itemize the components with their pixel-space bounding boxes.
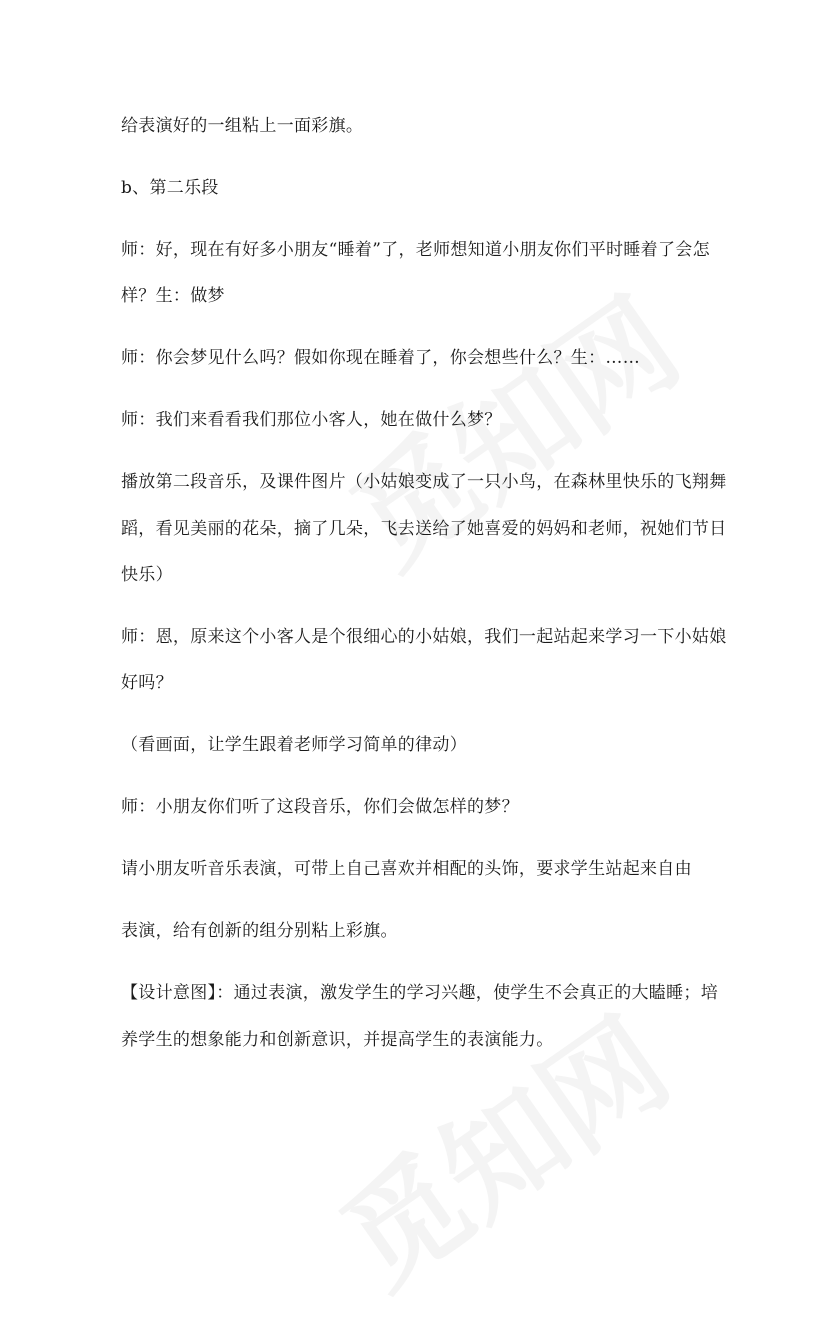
paragraph-line: 表演，给有创新的组分别粘上彩旗。	[121, 921, 398, 941]
paragraph-line: （看画面，让学生跟着老师学习简单的律动）	[121, 735, 467, 755]
paragraph-line: 养学生的想象能力和创新意识，并提高学生的表演能力。	[121, 1030, 554, 1050]
paragraph-line: 快乐）	[121, 565, 173, 585]
paragraph-line: 请小朋友听音乐表演，可带上自己喜欢并相配的头饰，要求学生站起来自由	[121, 859, 692, 879]
paragraph-line: 蹈，看见美丽的花朵，摘了几朵，飞去送给了她喜爱的妈妈和老师，祝她们节日	[121, 519, 727, 539]
watermark	[303, 972, 697, 1319]
paragraph-line: 师：恩，原来这个小客人是个很细心的小姑娘，我们一起站起来学习一下小姑娘	[121, 627, 727, 647]
paragraph-line: 师：你会梦见什么吗？假如你现在睡着了，你会想些什么？生：……	[121, 348, 640, 368]
paragraph-line: 好吗？	[121, 673, 173, 693]
section-heading: b、第二乐段	[121, 178, 219, 198]
paragraph-line: 播放第二段音乐，及课件图片（小姑娘变成了一只小鸟，在森林里快乐的飞翔舞	[121, 472, 727, 492]
paragraph-line: 师：好，现在有好多小朋友“睡着”了，老师想知道小朋友你们平时睡着了会怎	[121, 240, 710, 260]
paragraph-line: 师：小朋友你们听了这段音乐，你们会做怎样的梦？	[121, 797, 519, 817]
paragraph-line: 师：我们来看看我们那位小客人，她在做什么梦？	[121, 410, 502, 430]
paragraph-line: 样？生：做梦	[121, 286, 225, 306]
paragraph-line: 给表演好的一组粘上一面彩旗。	[121, 116, 364, 136]
paragraph-line: 【设计意图】：通过表演，激发学生的学习兴趣，使学生不会真正的大瞌睡；培	[121, 983, 718, 1003]
